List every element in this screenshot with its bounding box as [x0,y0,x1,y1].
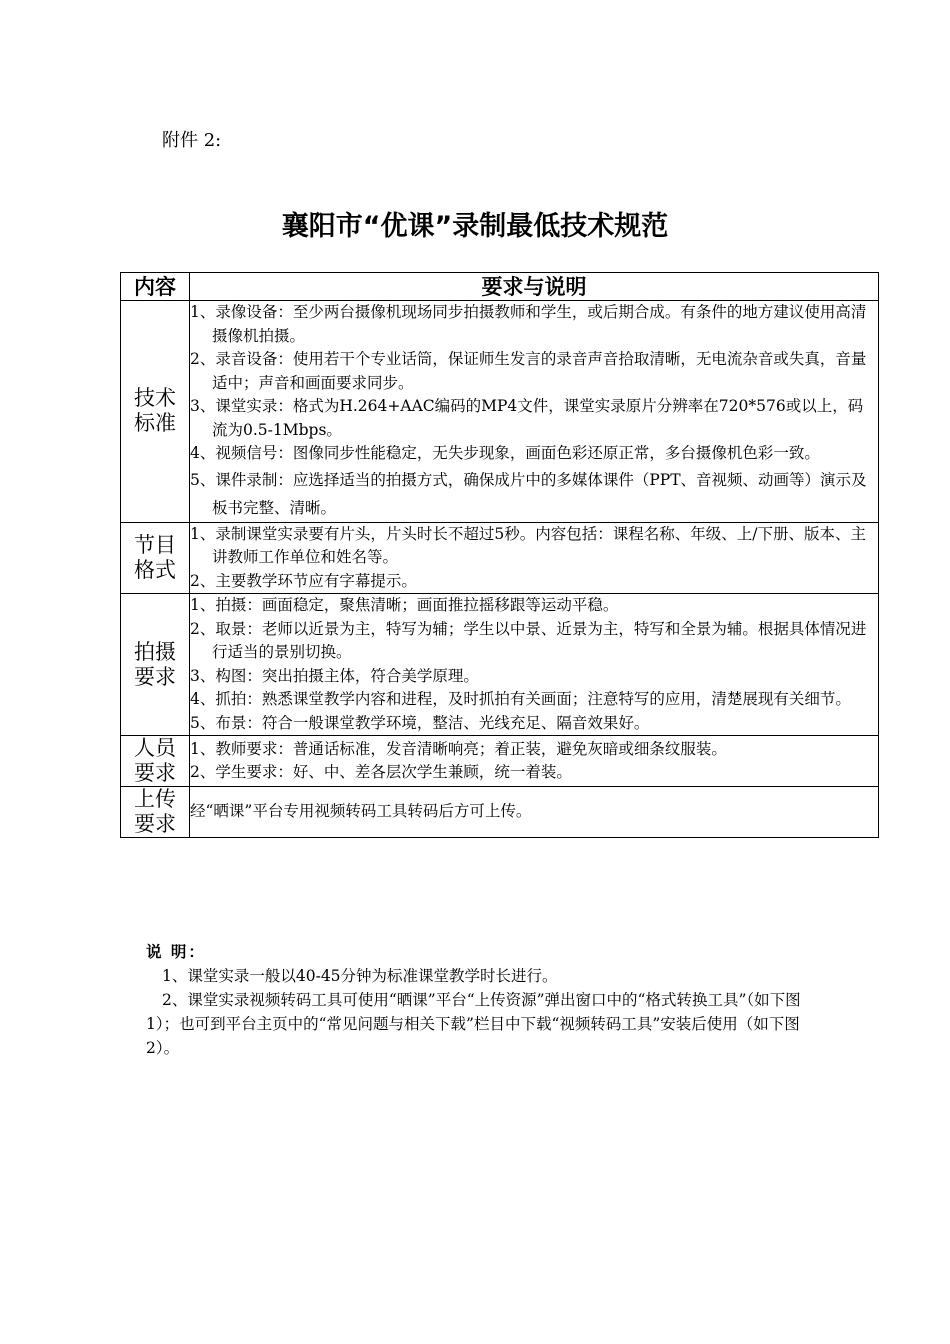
table-row [121,594,879,736]
list-item: 经“晒课”平台专用视频转码工具转码后方可上传。 [190,802,532,821]
spec-table [120,272,879,838]
category-text: 人员 要求 [134,736,176,785]
category-text: 技术 标准 [134,386,176,436]
list-item: 2、录音设备：使用若干个专业话筒，保证师生发言的录音声音拾取清晰，无电流杂音或失真，音量适中；声音和画面要求同步。 [190,350,867,392]
row-category [121,736,190,787]
row-requirements [190,736,879,787]
list-item: 1、教师要求：普通话标准，发音清晰响亮；着正装，避免灰暗或细条纹服装。 [190,739,727,758]
list-item: 5、布景：符合一般课堂教学环境，整洁、光线充足、隔音效果好。 [190,713,650,732]
table-row [121,736,879,787]
row-category [121,522,190,594]
attachment-label: 附件 2: [162,130,222,151]
list-item: 1、录制课堂实录要有片头，片头时长不超过5秒。内容包括：课程名称、年级、上/下册、版本、主讲教师工作单位和姓名等。 [190,524,866,566]
notes-section [146,940,826,1060]
list-item: 3、构图：突出拍摄主体，符合美学原理。 [190,666,479,685]
list-item: 1、录像设备：至少两台摄像机现场同步拍摄教师和学生，或后期合成。有条件的地方建议使用高清摄像机拍摄。 [190,303,867,345]
row-requirements [190,522,879,594]
category-text: 节目 格式 [134,532,176,582]
category-text: 拍摄 要求 [134,639,176,689]
notes-title: 说 明： [146,943,206,961]
list-item: 2、主要教学环节应有字幕提示。 [190,571,417,590]
note-item: 1、课堂实录一般以40-45分钟为标准课堂教学时长进行。 [162,967,558,985]
row-requirements [190,301,879,523]
row-category [121,301,190,523]
list-item: 4、抓拍：熟悉课堂教学内容和进程，及时抓拍有关画面；注意特写的应用，清楚展现有关细节。 [190,690,851,708]
list-item: 4、视频信号：图像同步性能稳定，无失步现象，画面色彩还原正常，多台摄像机色彩一致。 [190,444,820,462]
list-item: 1、拍摄：画面稳定，聚焦清晰；画面推拉摇移跟等运动平稳。 [190,596,619,614]
row-category [121,594,190,736]
list-item: 2、学生要求：好、中、差各层次学生兼顾，统一着装。 [190,763,572,781]
table-header-row [121,273,879,301]
table-row [121,301,879,523]
header-requirements: 要求与说明 [190,273,879,301]
table-row [121,522,879,594]
row-category [121,787,190,838]
list-item: 5、课件录制：应选择适当的拍摄方式，确保成片中的多媒体课件（PPT、音视频、动画等）演示及板书完整、清晰。 [190,470,867,517]
document-title: 襄阳市“优课”录制最低技术规范 [281,211,669,242]
header-category: 内容 [121,273,190,301]
category-text: 上传 要求 [134,787,176,836]
list-item: 3、课堂实录：格式为H.264+AAC编码的MP4文件，课堂实录原片分辨率在720*576或以上，码流为0.5-1Mbps。 [190,397,864,439]
list-item: 2、取景：老师以近景为主，特写为辅；学生以中景、近景为主，特写和全景为辅。根据具体情况进行适当的景别切换。 [190,619,867,661]
row-requirements [190,787,879,838]
note-item: 2、课堂实录视频转码工具可使用“晒课”平台“上传资源”弹出窗口中的“格式转换工具”（如下图1）；也可到平台主页中的“常见问题与相关下载”栏目中下载“视频转码工具”安装后使用（如下图2）。 [146,991,801,1057]
row-requirements [190,594,879,736]
table-row [121,787,879,838]
